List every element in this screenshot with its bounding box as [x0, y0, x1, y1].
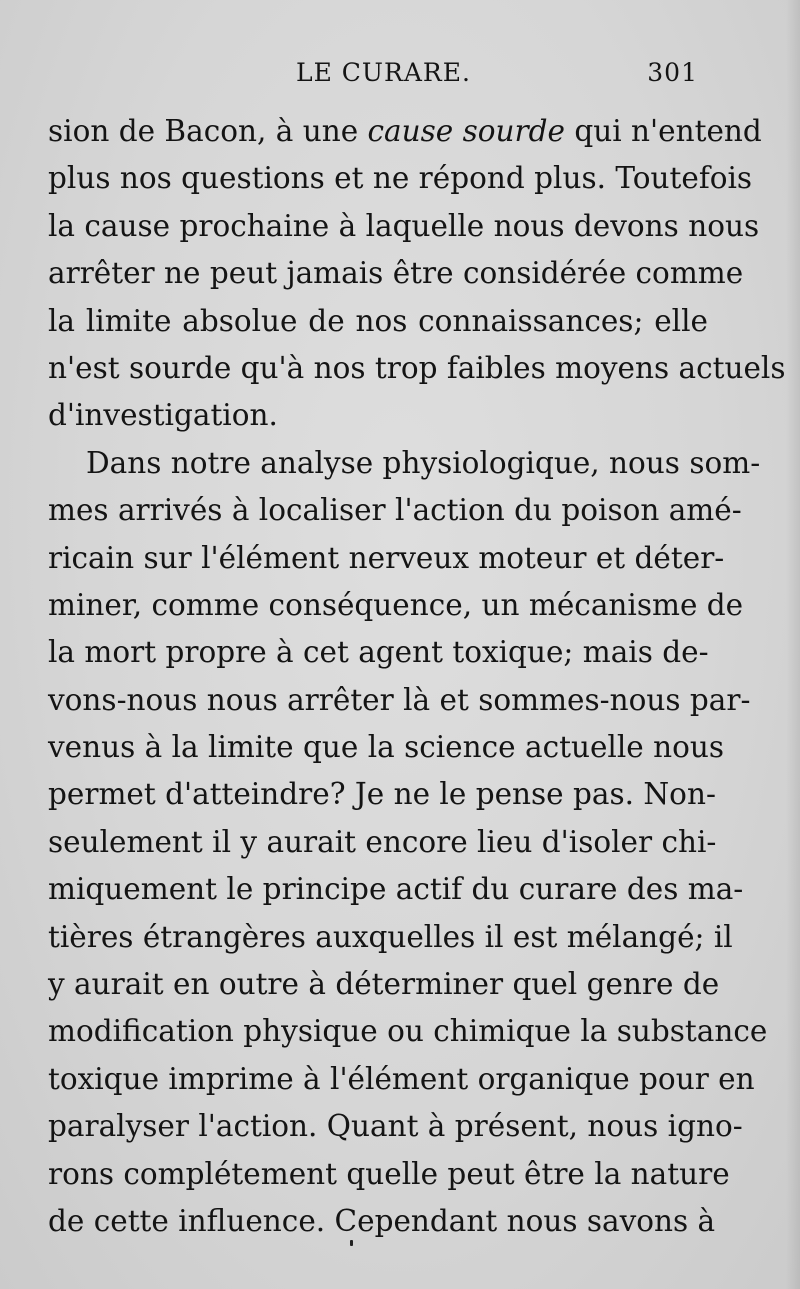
text-line: ricain sur l'élément nerveux moteur et déter-: [48, 540, 725, 575]
text-line: seulement il y aurait encore lieu d'isoler chi-: [48, 824, 717, 859]
text-line: [48, 108, 762, 155]
page-edge-shadow: [786, 0, 800, 1289]
paragraph-1: [48, 108, 786, 440]
text-line: plus nos questions et ne répond plus. Toutefois: [48, 161, 753, 196]
text-span: sion de Bacon, à une: [48, 114, 368, 148]
text-line: toxique imprime à l'élément organique pour en: [48, 1061, 755, 1096]
italic-phrase: cause sourde: [367, 114, 565, 148]
paragraph-2: [48, 440, 768, 1246]
text-line: la limite absolue de nos connaissances; elle: [48, 303, 708, 338]
text-line: n'est sourde qu'à nos trop faibles moyens actuels: [48, 350, 786, 385]
running-title: LE CURARE.: [296, 58, 471, 87]
text-line: vons-nous nous arrêter là et sommes-nous par-: [48, 682, 751, 717]
text-line: la mort propre à cet agent toxique; mais de-: [48, 635, 709, 670]
text-line: Dans notre analyse physiologique, nous som-: [86, 445, 761, 480]
text-line: rons complétement quelle peut être la nature: [48, 1156, 730, 1191]
body-text: [48, 108, 786, 1245]
text-line: venus à la limite que la science actuelle nous: [48, 730, 725, 765]
text-line: miquement le principe actif du curare des ma-: [48, 872, 744, 907]
text-line: mes arrivés à localiser l'action du poison amé-: [48, 493, 742, 528]
ink-speck: [350, 1240, 353, 1246]
text-line: la cause prochaine à laquelle nous devons nous: [48, 208, 760, 243]
text-line: de cette influence. Cependant nous savons à: [48, 1203, 716, 1238]
text-line: paralyser l'action. Quant à présent, nous igno-: [48, 1109, 743, 1144]
text-line: arrêter ne peut jamais être considérée comme: [48, 256, 744, 291]
page-header: [296, 58, 698, 94]
text-line: modification physique ou chimique la substance: [48, 1014, 768, 1049]
text-line: permet d'atteindre? Je ne le pense pas. Non-: [48, 777, 716, 812]
text-line: tières étrangères auxquelles il est mélangé; il: [48, 919, 733, 954]
text-line: d'investigation.: [48, 398, 278, 433]
text-span: qui n'entend: [564, 114, 762, 148]
text-line: miner, comme conséquence, un mécanisme de: [48, 587, 744, 622]
page-number: 301: [647, 58, 698, 87]
text-line: y aurait en outre à déterminer quel genre de: [48, 967, 720, 1002]
